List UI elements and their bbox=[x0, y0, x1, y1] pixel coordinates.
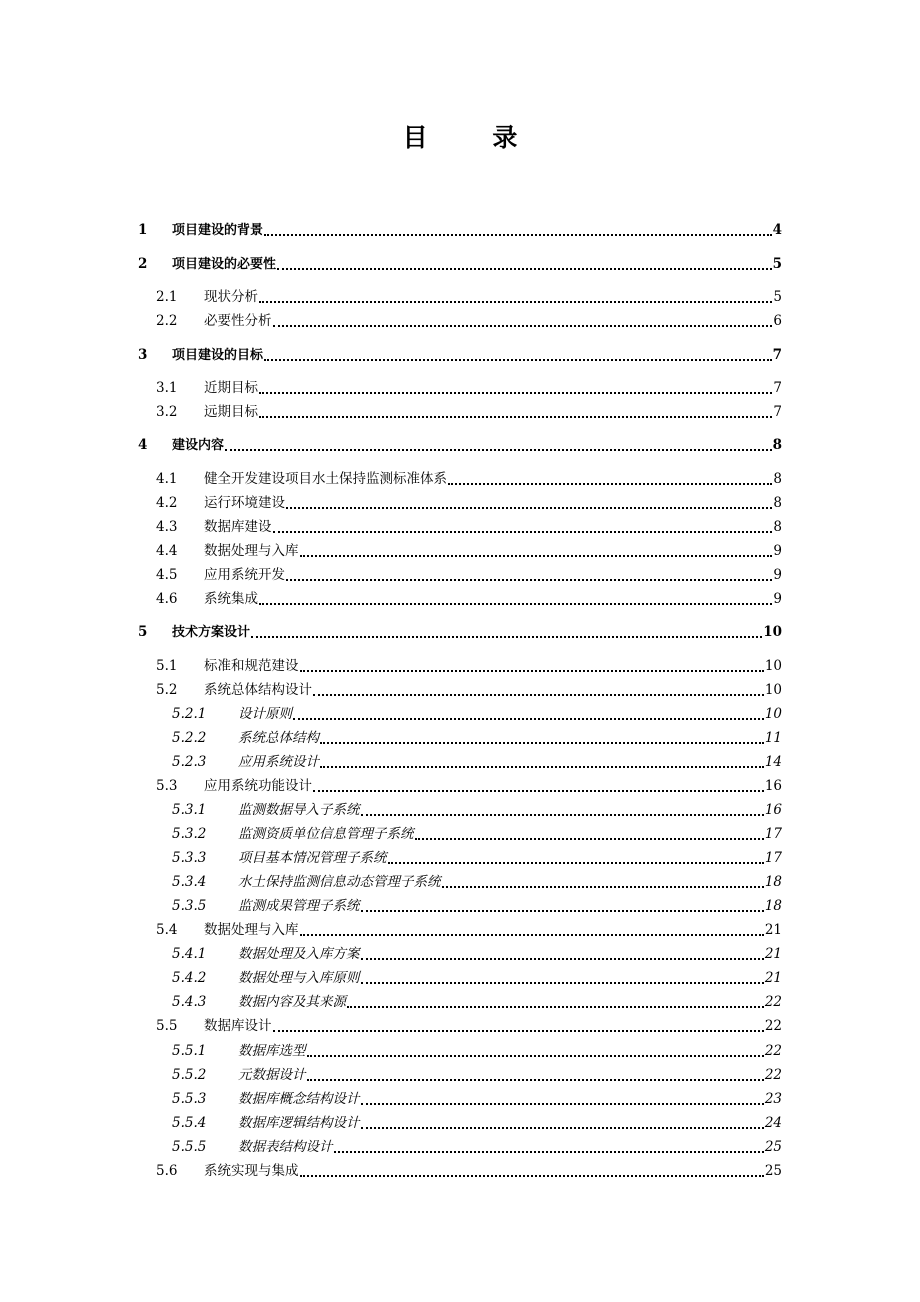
toc-entry-4-2[interactable] bbox=[156, 493, 782, 513]
toc-entry-page: 16 bbox=[764, 778, 782, 794]
toc-entry-title: 数据内容及其来源 bbox=[238, 994, 346, 1010]
toc-entry-number: 3.2 bbox=[156, 404, 178, 420]
toc-leader-dots bbox=[300, 934, 764, 936]
toc-entry-5-5-1[interactable] bbox=[172, 1041, 782, 1061]
toc-entry-number: 5.3.4 bbox=[172, 874, 207, 890]
toc-entry-5-4-1[interactable] bbox=[172, 944, 782, 964]
toc-entry-number: 4.2 bbox=[156, 495, 178, 511]
toc-entry-number: 5.5.2 bbox=[172, 1067, 207, 1083]
toc-entry-title: 数据表结构设计 bbox=[238, 1139, 333, 1155]
toc-entry-number: 5.4.2 bbox=[172, 970, 207, 986]
toc-entry-number: 5.4.3 bbox=[172, 994, 207, 1010]
toc-entry-5-3-5[interactable] bbox=[172, 896, 782, 916]
toc-entry-5-5-4[interactable] bbox=[172, 1113, 782, 1133]
toc-entry-number: 4.5 bbox=[156, 567, 178, 583]
toc-entry-title: 数据库建设 bbox=[204, 519, 272, 535]
toc-entry-number: 5.5.3 bbox=[172, 1091, 207, 1107]
toc-entry-page: 17 bbox=[764, 850, 782, 866]
toc-leader-dots bbox=[442, 886, 764, 888]
toc-leader-dots bbox=[361, 982, 764, 984]
toc-entry-page: 25 bbox=[764, 1163, 782, 1179]
toc-entry-page: 9 bbox=[773, 567, 782, 583]
toc-entry-title: 应用系统设计 bbox=[238, 754, 319, 770]
toc-leader-dots bbox=[293, 718, 764, 720]
toc-entry-page: 18 bbox=[764, 898, 782, 914]
toc-leader-dots bbox=[259, 416, 772, 418]
toc-leader-dots bbox=[307, 1055, 764, 1057]
toc-entry-5-3-2[interactable] bbox=[172, 824, 782, 844]
toc-entry-title: 设计原则 bbox=[238, 706, 292, 722]
toc-entry-3-1[interactable] bbox=[156, 378, 782, 398]
toc-entry-title: 项目建设的目标 bbox=[172, 348, 264, 363]
toc-leader-dots bbox=[259, 301, 772, 303]
toc-entry-5-1[interactable] bbox=[156, 656, 782, 676]
toc-leader-dots bbox=[264, 234, 772, 236]
toc-leader-dots bbox=[334, 1151, 764, 1153]
toc-entry-number: 4.1 bbox=[156, 471, 178, 487]
toc-entry-4[interactable] bbox=[138, 435, 782, 455]
toc-entry-page: 21 bbox=[764, 946, 782, 962]
toc-entry-title: 监测成果管理子系统 bbox=[238, 898, 360, 914]
toc-entry-page: 7 bbox=[772, 347, 782, 363]
toc-entry-5-3-4[interactable] bbox=[172, 872, 782, 892]
toc-entry-title: 现状分析 bbox=[204, 289, 258, 305]
toc-entry-page: 7 bbox=[773, 404, 782, 420]
toc-entry-number: 5.5.1 bbox=[172, 1043, 207, 1059]
toc-entry-title: 数据处理与入库原则 bbox=[238, 970, 360, 986]
toc-entry-number: 4 bbox=[138, 437, 148, 453]
toc-leader-dots bbox=[277, 268, 772, 270]
toc-entry-page: 18 bbox=[764, 874, 782, 890]
toc-entry-title: 近期目标 bbox=[204, 380, 258, 396]
toc-entry-title: 数据库设计 bbox=[204, 1018, 272, 1034]
toc-entry-number: 5.2.1 bbox=[172, 706, 207, 722]
toc-entry-page: 4 bbox=[772, 222, 782, 238]
toc-entry-page: 22 bbox=[764, 1043, 782, 1059]
toc-entry-2[interactable] bbox=[138, 254, 782, 274]
toc-entry-title: 数据处理与入库 bbox=[204, 922, 299, 938]
toc-entry-title: 建设内容 bbox=[172, 438, 225, 453]
toc-entry-page: 6 bbox=[773, 313, 782, 329]
toc-entry-title: 应用系统开发 bbox=[204, 567, 285, 583]
toc-leader-dots bbox=[286, 579, 772, 581]
toc-entry-page: 8 bbox=[773, 471, 782, 487]
toc-entry-page: 22 bbox=[764, 1018, 782, 1034]
toc-entry-number: 5.4 bbox=[156, 922, 178, 938]
toc-entry-title: 项目建设的背景 bbox=[172, 223, 264, 238]
toc-leader-dots bbox=[300, 555, 773, 557]
toc-leader-dots bbox=[361, 814, 764, 816]
toc-entry-number: 5.2.2 bbox=[172, 730, 207, 746]
toc-leader-dots bbox=[361, 1127, 764, 1129]
toc-entry-title: 项目基本情况管理子系统 bbox=[238, 850, 387, 866]
toc-entry-title: 标准和规范建设 bbox=[204, 658, 299, 674]
toc-entry-5-2[interactable] bbox=[156, 680, 782, 700]
toc-entry-number: 5.3.3 bbox=[172, 850, 207, 866]
toc-entry-page: 10 bbox=[763, 624, 782, 640]
toc-entry-number: 2.2 bbox=[156, 313, 178, 329]
toc-entry-5-3[interactable] bbox=[156, 776, 782, 796]
toc-entry-4-1[interactable] bbox=[156, 469, 782, 489]
toc-entry-5-5-5[interactable] bbox=[172, 1137, 782, 1157]
toc-entry-title: 远期目标 bbox=[204, 404, 258, 420]
toc-leader-dots bbox=[320, 742, 764, 744]
toc-entry-title: 监测资质单位信息管理子系统 bbox=[238, 826, 414, 842]
toc-entry-page: 10 bbox=[764, 706, 782, 722]
toc-leader-dots bbox=[300, 1175, 764, 1177]
toc-entry-page: 7 bbox=[773, 380, 782, 396]
toc-entry-title: 运行环境建设 bbox=[204, 495, 285, 511]
page-title: 目 录 bbox=[402, 123, 546, 152]
toc-entry-5[interactable] bbox=[138, 622, 782, 642]
toc-leader-dots bbox=[347, 1006, 764, 1008]
toc-entry-page: 10 bbox=[764, 658, 782, 674]
toc-entry-5-2-2[interactable] bbox=[172, 728, 782, 748]
toc-entry-number: 4.3 bbox=[156, 519, 178, 535]
toc-entry-page: 9 bbox=[773, 543, 782, 559]
toc-entry-number: 2.1 bbox=[156, 289, 178, 305]
toc-entry-title: 监测数据导入子系统 bbox=[238, 802, 360, 818]
toc-entry-4-6[interactable] bbox=[156, 589, 782, 609]
toc-leader-dots bbox=[259, 392, 772, 394]
toc-entry-number: 5 bbox=[138, 624, 148, 640]
toc-entry-title: 系统集成 bbox=[204, 591, 258, 607]
toc-entry-page: 21 bbox=[764, 970, 782, 986]
toc-entry-title: 系统实现与集成 bbox=[204, 1163, 299, 1179]
toc-entry-page: 17 bbox=[764, 826, 782, 842]
toc-entry-number: 5.4.1 bbox=[172, 946, 207, 962]
toc-entry-title: 元数据设计 bbox=[238, 1067, 306, 1083]
toc-leader-dots bbox=[448, 483, 772, 485]
toc-entry-1[interactable] bbox=[138, 220, 782, 240]
toc-entry-page: 5 bbox=[772, 256, 782, 272]
toc-leader-dots bbox=[286, 507, 772, 509]
toc-entry-number: 5.3 bbox=[156, 778, 178, 794]
toc-leader-dots bbox=[361, 958, 764, 960]
toc-leader-dots bbox=[273, 325, 773, 327]
toc-entry-number: 2 bbox=[138, 256, 148, 272]
toc-entry-5-5-2[interactable] bbox=[172, 1065, 782, 1085]
toc-entry-title: 系统总体结构 bbox=[238, 730, 319, 746]
toc-entry-5-6[interactable] bbox=[156, 1161, 782, 1181]
toc-entry-4-5[interactable] bbox=[156, 565, 782, 585]
toc-entry-number: 5.5.5 bbox=[172, 1139, 207, 1155]
toc-entry-page: 5 bbox=[773, 289, 782, 305]
toc-leader-dots bbox=[320, 766, 764, 768]
toc-entry-number: 5.5.4 bbox=[172, 1115, 207, 1131]
toc-entry-5-5[interactable] bbox=[156, 1016, 782, 1036]
toc-entry-title: 数据处理与入库 bbox=[204, 543, 299, 559]
toc-leader-dots bbox=[225, 449, 772, 451]
toc-entry-2-2[interactable] bbox=[156, 311, 782, 331]
toc-leader-dots bbox=[264, 359, 772, 361]
toc-entry-5-4-2[interactable] bbox=[172, 968, 782, 988]
toc-entry-page: 14 bbox=[764, 754, 782, 770]
toc-entry-number: 5.5 bbox=[156, 1018, 178, 1034]
toc-entry-number: 4.6 bbox=[156, 591, 178, 607]
toc-leader-dots bbox=[273, 531, 773, 533]
toc-entry-page: 8 bbox=[773, 495, 782, 511]
toc-entry-title: 技术方案设计 bbox=[172, 625, 251, 640]
toc-leader-dots bbox=[251, 636, 762, 638]
toc-entry-title: 水土保持监测信息动态管理子系统 bbox=[238, 874, 441, 890]
toc-entry-5-4[interactable] bbox=[156, 920, 782, 940]
toc-entry-4-3[interactable] bbox=[156, 517, 782, 537]
toc-entry-page: 21 bbox=[764, 922, 782, 938]
toc-entry-5-5-3[interactable] bbox=[172, 1089, 782, 1109]
toc-leader-dots bbox=[313, 694, 764, 696]
toc-leader-dots bbox=[307, 1079, 764, 1081]
toc-entry-5-3-3[interactable] bbox=[172, 848, 782, 868]
toc-entry-title: 应用系统功能设计 bbox=[204, 778, 312, 794]
toc-entry-number: 5.6 bbox=[156, 1163, 178, 1179]
toc-entry-title: 数据库概念结构设计 bbox=[238, 1091, 360, 1107]
toc-entry-title: 数据处理及入库方案 bbox=[238, 946, 360, 962]
toc-entry-page: 10 bbox=[764, 682, 782, 698]
toc-entry-number: 5.3.2 bbox=[172, 826, 207, 842]
toc-entry-2-1[interactable] bbox=[156, 287, 782, 307]
toc-entry-page: 23 bbox=[764, 1091, 782, 1107]
toc-entry-page: 24 bbox=[764, 1115, 782, 1131]
toc-entry-3[interactable] bbox=[138, 345, 782, 365]
toc-entry-page: 22 bbox=[764, 1067, 782, 1083]
toc-entry-number: 5.2 bbox=[156, 682, 178, 698]
toc-entry-number: 4.4 bbox=[156, 543, 178, 559]
toc-leader-dots bbox=[273, 1030, 764, 1032]
toc-entry-title: 健全开发建设项目水土保持监测标准体系 bbox=[204, 471, 447, 487]
toc-entry-3-2[interactable] bbox=[156, 402, 782, 422]
toc-entry-title: 数据库选型 bbox=[238, 1043, 306, 1059]
toc-entry-title: 必要性分析 bbox=[204, 313, 272, 329]
toc-entry-number: 5.3.1 bbox=[172, 802, 207, 818]
toc-entry-page: 11 bbox=[764, 730, 782, 746]
toc-entry-number: 3.1 bbox=[156, 380, 178, 396]
toc-entry-page: 8 bbox=[773, 519, 782, 535]
toc-entry-title: 项目建设的必要性 bbox=[172, 257, 277, 272]
toc-entry-number: 5.3.5 bbox=[172, 898, 207, 914]
toc-leader-dots bbox=[361, 910, 764, 912]
toc-entry-number: 1 bbox=[138, 222, 148, 238]
toc-leader-dots bbox=[388, 862, 764, 864]
toc-entry-page: 25 bbox=[764, 1139, 782, 1155]
toc-entry-5-2-1[interactable] bbox=[172, 704, 782, 724]
toc-entry-title: 数据库逻辑结构设计 bbox=[238, 1115, 360, 1131]
toc-entry-page: 22 bbox=[764, 994, 782, 1010]
toc-leader-dots bbox=[259, 603, 772, 605]
toc-leader-dots bbox=[361, 1103, 764, 1105]
toc-leader-dots bbox=[313, 790, 764, 792]
toc-entry-5-3-1[interactable] bbox=[172, 800, 782, 820]
toc-entry-number: 5.2.3 bbox=[172, 754, 207, 770]
toc-entry-page: 9 bbox=[773, 591, 782, 607]
toc-entry-page: 8 bbox=[772, 437, 782, 453]
toc-entry-title: 系统总体结构设计 bbox=[204, 682, 312, 698]
toc-entry-number: 3 bbox=[138, 347, 148, 363]
toc-entry-number: 5.1 bbox=[156, 658, 178, 674]
toc-entry-5-4-3[interactable] bbox=[172, 992, 782, 1012]
toc-entry-4-4[interactable] bbox=[156, 541, 782, 561]
toc-entry-5-2-3[interactable] bbox=[172, 752, 782, 772]
toc-leader-dots bbox=[415, 838, 764, 840]
toc-entry-page: 16 bbox=[764, 802, 782, 818]
toc-leader-dots bbox=[300, 670, 764, 672]
